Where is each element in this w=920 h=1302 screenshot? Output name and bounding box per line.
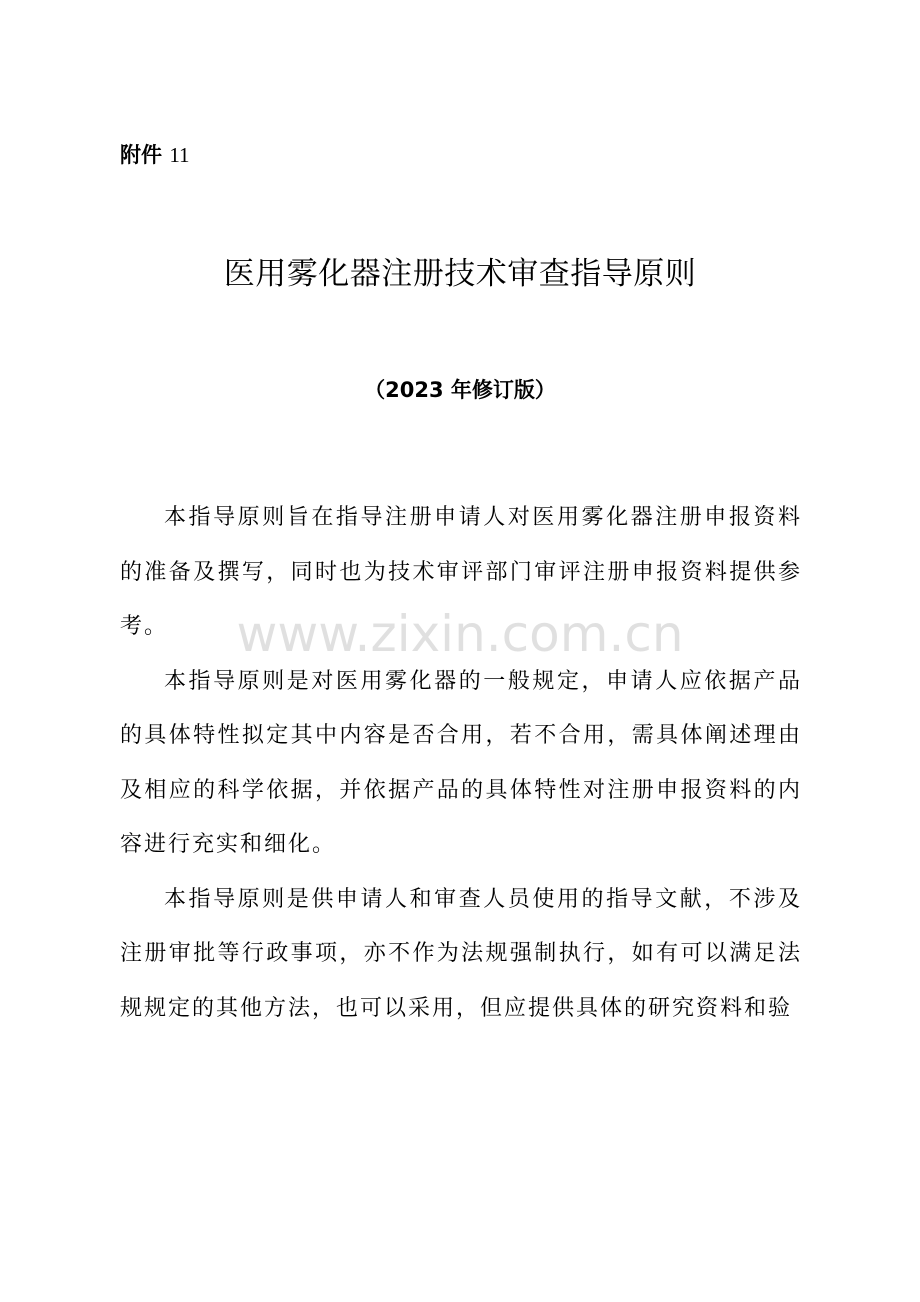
paragraph-scope: 本指导原则是对医用雾化器的一般规定，申请人应依据产品的具体特性拟定其中内容是否合用，若不合用，需具体阐述理由及相应的科学依据，并依据产品的具体特性对注册申报资料的内容进行充实和细化。: [120, 668, 802, 857]
attachment-label-text: 附件: [120, 143, 162, 167]
paragraph-purpose: 本指导原则旨在指导注册申请人对医用雾化器注册申报资料的准备及撰写，同时也为技术审评部门审评注册申报资料提供参考。: [120, 505, 802, 639]
edition-label: （2023 年修订版）: [364, 378, 556, 402]
document-title: 医用雾化器注册技术审查指导原则: [223, 256, 697, 292]
paragraph-usage: 本指导原则是供申请人和审查人员使用的指导文献，不涉及注册审批等行政事项，亦不作为法规强制执行，如有可以满足法规规定的其他方法，也可以采用，但应提供具体的研究资料和验: [120, 886, 802, 1021]
body-text: [120, 491, 802, 1036]
watermark: www.zixin.com.cn: [236, 605, 684, 663]
attachment-number: 11: [169, 143, 190, 167]
attachment-label: [120, 140, 190, 170]
